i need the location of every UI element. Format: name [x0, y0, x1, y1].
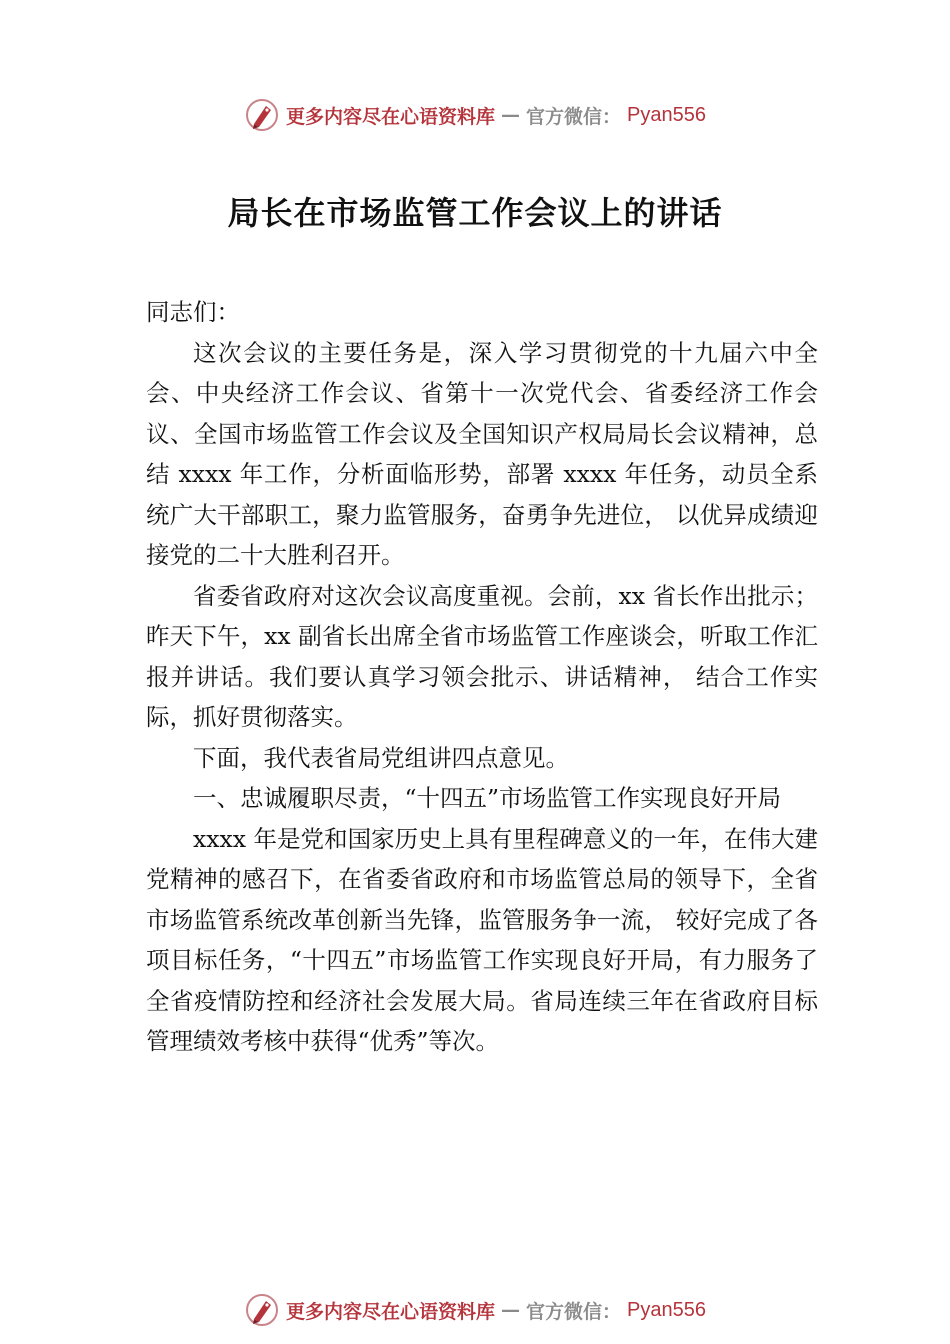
pen-nib-logo-icon: [244, 1292, 280, 1328]
pen-nib-logo-icon: [244, 97, 280, 133]
document-body: [146, 292, 818, 1062]
watermark-wechat-id: Pyan556: [627, 103, 706, 126]
paragraph: 省委省政府对这次会议高度重视。会前，xx 省长作出批示；昨天下午，xx 副省长出席全省市场监管工作座谈会，听取工作汇报并讲话。我们要认真学习领会批示、讲话精神， 结合工作实际，抓好贯彻落实。: [146, 581, 818, 731]
paragraph: 这次会议的主要任务是，深入学习贯彻党的十九届六中全会、中央经济工作会议、省第十一次党代会、省委经济工作会议、全国市场监管工作会议及全国知识产权局局长会议精神，总结 xxxx 年工作，分析面临形势，部署 xxxx 年任务，动员全系统广大干部职工，聚力监管服务，奋勇争先进位， 以优异成绩迎接党的二十大胜利召开。: [146, 338, 818, 569]
watermark-wechat-label: 官方微信：: [526, 1300, 622, 1323]
document-title: 局长在市场监管工作会议上的讲话: [227, 194, 723, 232]
salutation: 同志们：: [146, 298, 240, 326]
section-heading: 一、忠诚履职尽责，“十四五”市场监管工作实现良好开局: [193, 784, 782, 812]
paragraph: xxxx 年是党和国家历史上具有里程碑意义的一年，在伟大建党精神的感召下，在省委省政府和市场监管总局的领导下，全省市场监管系统改革创新当先锋，监管服务争一流， 较好完成了各项目标任务，“十四五”市场监管工作实现良好开局，有力服务了全省疫情防控和经济社会发展大局。省局连续三年在省政府目标管理绩效考核中获得“优秀”等次。: [146, 824, 818, 1055]
watermark-library-text: 更多内容尽在心语资料库: [286, 1300, 496, 1323]
watermark-wechat-label: 官方微信：: [526, 105, 622, 128]
watermark-dash: —: [501, 1299, 521, 1321]
watermark-dash: —: [501, 104, 521, 126]
watermark-library-text: 更多内容尽在心语资料库: [286, 105, 496, 128]
header-watermark: [0, 95, 950, 135]
paragraph: 下面，我代表省局党组讲四点意见。: [193, 743, 569, 772]
footer-watermark: [0, 1290, 950, 1330]
watermark-wechat-id: Pyan556: [627, 1298, 706, 1321]
